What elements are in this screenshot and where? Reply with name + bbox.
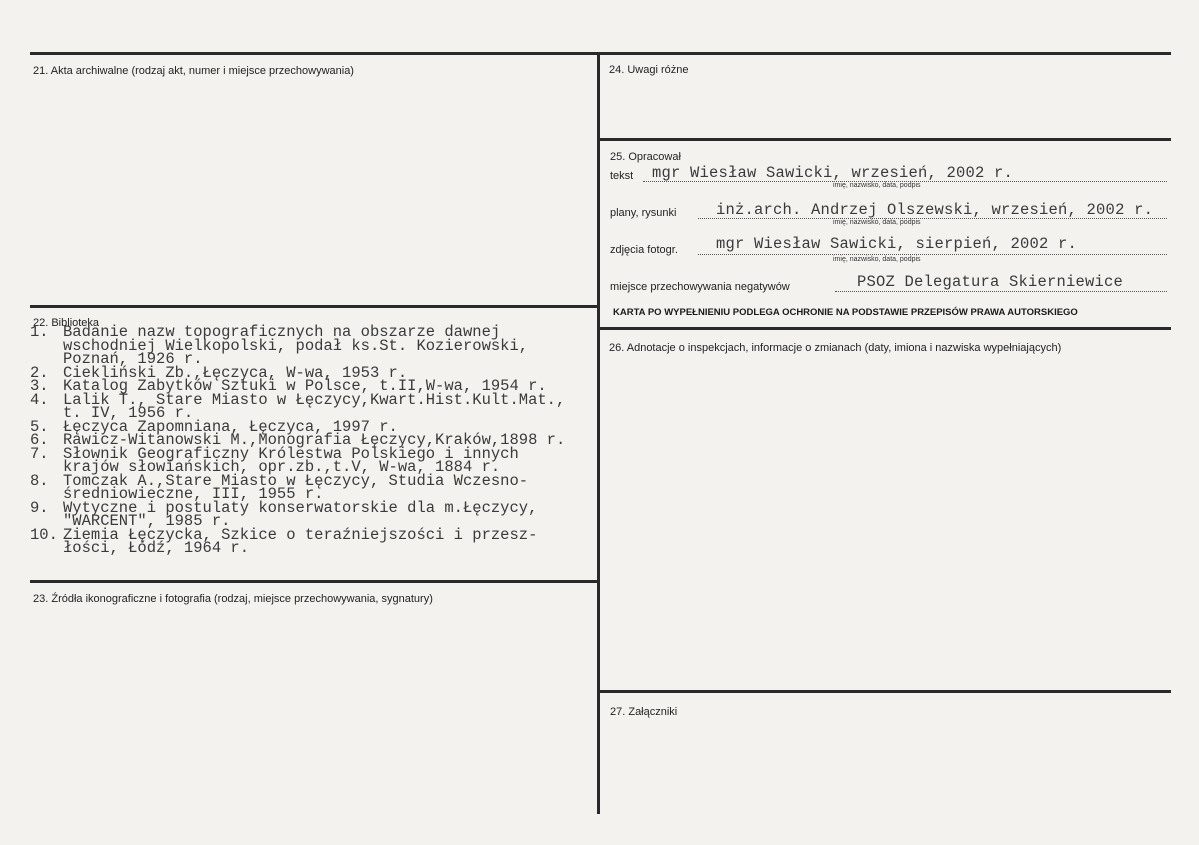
bibliography-item-text: Słownik Geograficzny Królestwa Polskiego i innych krajów słowiańskich, opr.zb.,t.V, W-wa, 1884 r. <box>63 444 519 476</box>
bibliography-item-text: Ziemia Łęczycka, Szkice o teraźniejszości i przesz- łości, Łódź, 1964 r. <box>63 525 538 557</box>
negatywy-value: PSOZ Delegatura Skierniewice <box>857 273 1124 291</box>
plany-hint: imię, nazwisko, data, podpis <box>833 219 921 226</box>
bibliography-item-text: Tomczak A.,Stare Miasto w Łęczycy, Studia Wczesno- średniowieczne, III, 1955 r. <box>63 471 529 503</box>
bibliography-item-text: Ciekliński Zb.,Łęczyca, W-wa, 1953 r. <box>63 363 408 382</box>
copyright-warning: KARTA PO WYPEŁNIENIU PODLEGA OCHRONIE NA PODSTAWIE PRZEPISÓW PRAWA AUTORSKIEGO <box>613 307 1078 318</box>
plany-label: plany, rysunki <box>610 207 677 219</box>
section-22-label: 22. Biblioteka <box>33 317 100 329</box>
bibliography-item-number: 9. <box>30 498 49 517</box>
bibliography-item-text: Łęczyca Zapomniana, Łęczyca, 1997 r. <box>63 417 398 436</box>
tekst-value: mgr Wiesław Sawicki, wrzesień, 2002 r. <box>652 164 1014 182</box>
bibliography-item-number: 8. <box>30 471 49 490</box>
zdjecia-dotted-line <box>698 254 1167 255</box>
bibliography-item-text: Wytyczne i postulaty konserwatorskie dla m.Łęczycy, "WARCENT", 1985 r. <box>63 498 538 530</box>
bibliography-item-number: 6. <box>30 431 49 449</box>
bibliography-item <box>30 525 620 557</box>
zdjecia-value: mgr Wiesław Sawicki, sierpień, 2002 r. <box>716 235 1078 253</box>
bibliography-item-text: Katalog Zabytków Sztuki w Polsce, t.II,W-wa, 1954 r. <box>63 377 547 395</box>
divider-26-27 <box>598 690 1171 693</box>
section-27-label: 27. Załączniki <box>610 706 678 718</box>
bibliography-item-number: 10. <box>30 525 58 544</box>
tekst-hint: imię, nazwisko, data, podpis <box>833 182 921 189</box>
plany-value: inż.arch. Andrzej Olszewski, wrzesień, 2002 r. <box>716 201 1154 219</box>
section-24-label: 24. Uwagi różne <box>609 64 689 76</box>
divider-24-25 <box>598 138 1171 141</box>
bibliography-item <box>30 390 620 422</box>
bibliography-item-text: Badanie nazw topograficznych na obszarze dawnej wschodniej Wielkopolski, podał ks.St. Kozierowski, Poznań, 1926 r. <box>63 323 529 368</box>
bibliography-item-number: 4. <box>30 390 49 409</box>
top-border <box>30 52 1171 55</box>
divider-21-22 <box>30 305 598 308</box>
bibliography-item-number: 1. <box>30 323 49 341</box>
bibliography-item-text: Lalik T., Stare Miasto w Łęczycy,Kwart.Hist.Kult.Mat., t. IV, 1956 r. <box>63 390 566 422</box>
bibliography-item <box>30 471 620 503</box>
section-23-label: 23. Źródła ikonograficzne i fotografia (rodzaj, miejsce przechowywania, sygnatury) <box>33 593 433 605</box>
bibliography-item-number: 5. <box>30 417 49 436</box>
negatywy-label: miejsce przechowywania negatywów <box>610 281 790 293</box>
bibliography-item-text: Rawicz-Witanowski M.,Monografia Łęczycy,Kraków,1898 r. <box>63 431 566 449</box>
bibliography-item <box>30 444 620 476</box>
zdjecia-hint: imię, nazwisko, data, podpis <box>833 256 921 263</box>
bibliography-item-number: 2. <box>30 363 49 382</box>
section-21-label: 21. Akta archiwalne (rodzaj akt, numer i miejsce przechowywania) <box>33 65 354 77</box>
tekst-label: tekst <box>610 170 634 182</box>
divider-22-23 <box>30 580 598 583</box>
section-25-label: 25. Opracował <box>610 151 681 163</box>
bibliography-item <box>30 498 620 530</box>
zdjecia-label: zdjęcia fotogr. <box>610 244 678 256</box>
section-26-label: 26. Adnotacje o inspekcjach, informacje o zmianach (daty, imiona i nazwiska wypełniających) <box>609 342 1062 354</box>
bibliography-item-number: 3. <box>30 377 49 395</box>
divider-25-26 <box>598 327 1171 330</box>
bibliography-item-number: 7. <box>30 444 49 463</box>
negatywy-dotted-line <box>835 291 1167 292</box>
